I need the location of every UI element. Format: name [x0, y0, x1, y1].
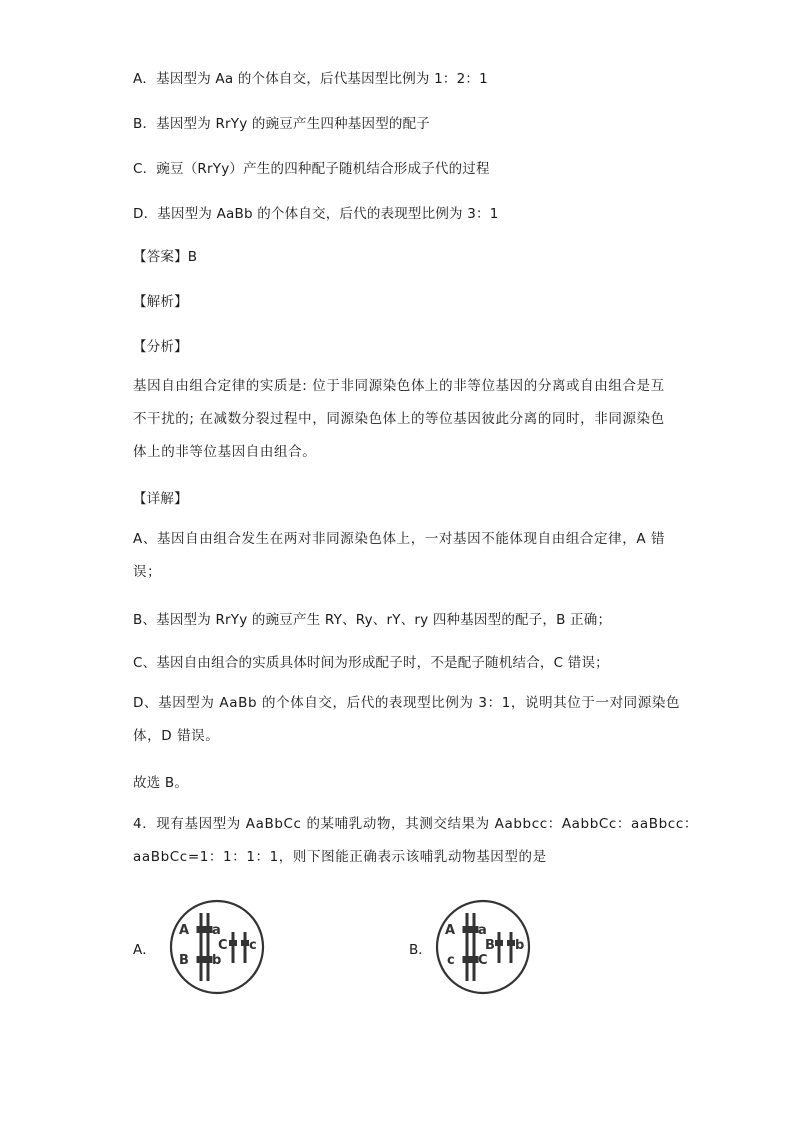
detail-c: C、基因自由组合的实质具体时间为形成配子时，不是配子随机结合，C 错误；	[133, 655, 609, 671]
figure-a-diagram[interactable]	[167, 897, 267, 997]
detail-a	[133, 523, 666, 589]
fenxi-line: 不干扰的; 在减数分裂过程中，同源染色体上的等位基因彼此分离的同时，非同源染色	[133, 411, 665, 427]
detail-b: B、基因型为 RrYy 的豌豆产生 RY、Ry、rY、ry 四种基因型的配子，B 正确；	[133, 612, 612, 628]
option-b: B．基因型为 RrYy 的豌豆产生四种基因型的配子	[133, 116, 431, 132]
gene-locus	[495, 940, 503, 946]
allele-label: a	[212, 923, 221, 938]
fenxi-paragraph	[133, 370, 663, 469]
detail-heading: 【详解】	[133, 491, 188, 507]
allele-label: B	[485, 938, 495, 953]
allele-label: b	[515, 938, 525, 953]
fenxi-line: 体上的非等位基因自由组合。	[133, 444, 317, 460]
allele-label: C	[478, 953, 488, 968]
allele-label: c	[447, 953, 455, 968]
fenxi-heading: 【分析】	[133, 339, 188, 355]
figure-b-label[interactable]: B．	[409, 942, 432, 958]
question-4-line: aaBbCc=1：1：1：1，则下图能正确表示该哺乳动物基因型的是	[133, 849, 547, 865]
fenxi-line: 基因自由组合定律的实质是: 位于非同源染色体上的非等位基因的分离或自由组合是互	[133, 378, 665, 394]
allele-label: A	[445, 923, 456, 938]
detail-d	[133, 687, 681, 753]
figure-a-label[interactable]: A．	[133, 942, 156, 958]
allele-label: A	[179, 923, 190, 938]
option-d: D．基因型为 AaBb 的个体自交，后代的表现型比例为 3：1	[133, 206, 499, 222]
detail-d-line: D、基因型为 AaBb 的个体自交，后代的表现型比例为 3：1，说明其位于一对同源染色	[133, 695, 681, 711]
allele-label: C	[218, 938, 228, 953]
gene-locus	[241, 940, 249, 946]
allele-label: b	[212, 953, 222, 968]
detail-a-line: 误；	[133, 564, 162, 580]
question-4-line: 4．现有基因型为 AaBbCc 的某哺乳动物，其测交结果为 Aabbcc：AabbCc：aaBbcc：	[133, 816, 698, 832]
figure-b-diagram[interactable]	[433, 897, 533, 997]
allele-label: c	[249, 938, 257, 953]
gene-locus	[229, 940, 237, 946]
option-a: A．基因型为 Aa 的个体自交，后代基因型比例为 1：2：1	[133, 71, 488, 87]
allele-label: B	[179, 953, 189, 968]
conclusion: 故选 B。	[133, 775, 189, 791]
option-c: C．豌豆（RrYy）产生的四种配子随机结合形成子代的过程	[133, 161, 490, 177]
question-4	[133, 808, 698, 874]
detail-d-line: 体，D 错误。	[133, 728, 220, 744]
allele-label: a	[478, 923, 487, 938]
answer: 【答案】B	[133, 249, 198, 265]
detail-a-line: A、基因自由组合发生在两对非同源染色体上，一对基因不能体现自由组合定律，A 错	[133, 531, 666, 547]
analysis-heading: 【解析】	[133, 294, 188, 310]
gene-locus	[507, 940, 515, 946]
